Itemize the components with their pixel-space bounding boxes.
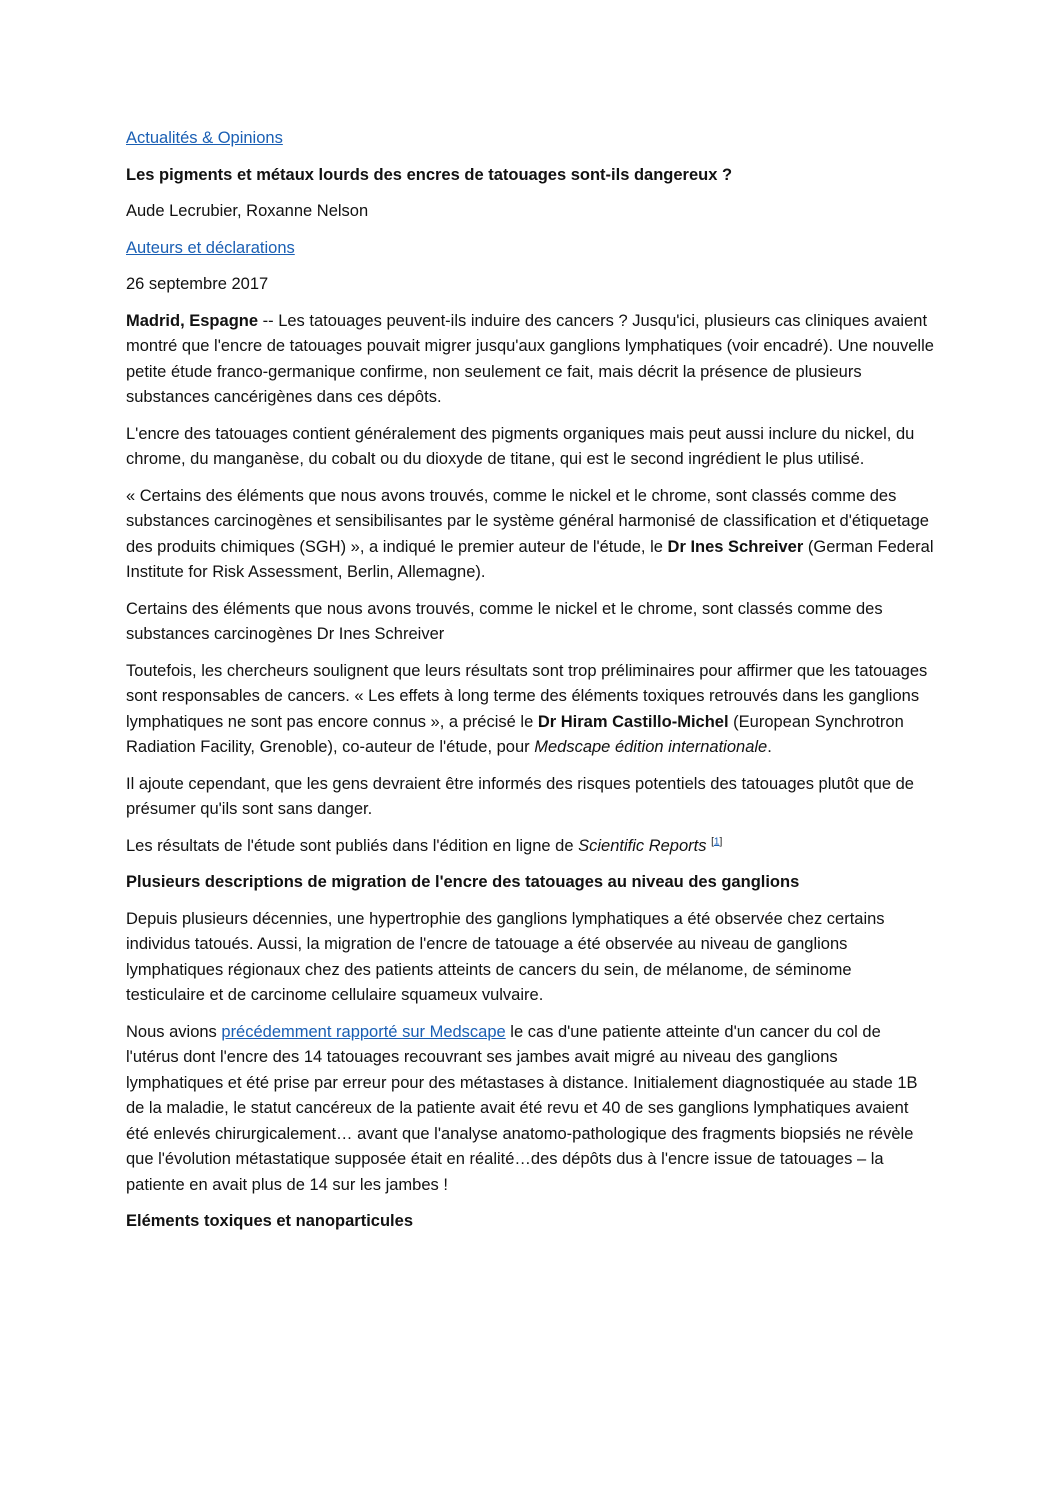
- paragraph-preliminary: [126, 659, 934, 761]
- paragraph-results: [126, 834, 934, 860]
- paragraph-intro: [126, 309, 934, 411]
- declarations-link[interactable]: Auteurs et déclarations: [126, 238, 295, 257]
- results-text: Les résultats de l'étude sont publiés dans l'édition en ligne de: [126, 836, 579, 855]
- case-text: le cas d'une patiente atteinte d'un cancer du col de l'utérus dont l'encre des 14 tatouages recouvrant ses jambes avait migré au niveau des ganglions lymphatiques et été prise par erreur pour des métastases à distance. Initialement diagnostiquée au stade 1B de la maladie, le statut cancéreux de la patiente avait été revu et 40 de ses ganglions lymphatiques avaient été enlevés chirurgicalement… avant que l'analyse anatomo-pathologique des fragments biopsiés ne révèle que l'évolution métastatique supposée était en réalité…des dépôts dus à l'encre issue de tatouages – la patiente en avait plus de 14 sur les jambes !: [126, 1022, 918, 1194]
- reference-marker: [1]: [711, 836, 723, 847]
- person-name: Dr Ines Schreiver: [667, 537, 804, 556]
- case-before: Nous avions: [126, 1022, 222, 1041]
- subheading-toxic-elements: Eléments toxiques et nanoparticules: [126, 1212, 413, 1230]
- reference-link[interactable]: 1: [713, 836, 720, 847]
- article-body: [126, 126, 934, 1246]
- publication-name: Medscape édition internationale: [534, 738, 768, 756]
- dateline: Madrid, Espagne: [126, 311, 259, 330]
- medscape-report-link[interactable]: précédemment rapporté sur Medscape: [221, 1022, 506, 1041]
- pull-quote: Certains des éléments que nous avons trouvés, comme le nickel et le chrome, sont classés comme des substances carcinogènes Dr Ines Schreiver: [126, 599, 883, 643]
- journal-name: Scientific Reports: [578, 836, 707, 855]
- paragraph-ink-composition: L'encre des tatouages contient généralement des pigments organiques mais peut aussi inclure du nickel, du chrome, du manganèse, du cobalt ou du dioxyde de titane, qui est le second ingrédient le plus utilisé.: [126, 424, 915, 468]
- section-link[interactable]: Actualités & Opinions: [126, 129, 283, 147]
- quote-text: « Certains des éléments que nous avons trouvés, comme le nickel et le chrome, sont classés comme des substances carcinogènes et sensibilisantes par le système général harmonisé de classification et d'étiquetage des produits chimiques (SGH) », a indiqué le premier auteur de l'étude, le: [126, 486, 929, 556]
- paragraph-quote-schreiver: [126, 484, 934, 586]
- preliminary-end: .: [767, 738, 772, 756]
- paragraph-risks: Il ajoute cependant, que les gens devraient être informés des risques potentiels des tatouages plutôt que de présumer qu'ils sont sans danger.: [126, 774, 914, 818]
- article-title: Les pigments et métaux lourds des encres de tatouages sont-ils dangereux ?: [126, 165, 733, 184]
- authors: Aude Lecrubier, Roxanne Nelson: [126, 202, 369, 220]
- subheading-migration: Plusieurs descriptions de migration de l'encre des tatouages au niveau des ganglions: [126, 873, 800, 891]
- article-date: 26 septembre 2017: [126, 275, 269, 293]
- paragraph-case-report: [126, 1020, 934, 1199]
- section-link-line: [126, 126, 934, 152]
- person-name: Dr Hiram Castillo-Michel: [537, 712, 729, 731]
- quote-affiliation: (German Federal Institute for Risk Assessment, Berlin, Allemagne).: [126, 537, 934, 581]
- preliminary-text: Toutefois, les chercheurs soulignent que leurs résultats sont trop préliminaires pour affirmer que les tatouages sont responsables de cancers. « Les effets à long terme des éléments toxiques retrouvés dans les ganglions lymphatiques ne sont pas encore connus », a précisé le: [126, 661, 928, 731]
- paragraph-hypertrophy: Depuis plusieurs décennies, une hypertrophie des ganglions lymphatiques a été observée chez certains individus tatoués. Aussi, la migration de l'encre de tatouage a été observée au niveau de ganglions lymphatiques régionaux chez des patients atteints de cancers du sein, de mélanome, de séminome testiculaire et de carcinome cellulaire squameux vulvaire.: [126, 909, 885, 1004]
- declarations-link-line: [126, 236, 934, 262]
- preliminary-middle: (European Synchrotron Radiation Facility, Grenoble), co-auteur de l'étude, pour: [126, 712, 904, 756]
- paragraph-intro-text: -- Les tatouages peuvent-ils induire des cancers ? Jusqu'ici, plusieurs cas cliniques avaient montré que l'encre de tatouages pouvait migrer jusqu'aux ganglions lymphatiques (voir encadré). Une nouvelle petite étude franco-germanique confirme, non seulement ce fait, mais décrit la présence de plusieurs substances cancérigènes dans ces dépôts.: [126, 311, 934, 406]
